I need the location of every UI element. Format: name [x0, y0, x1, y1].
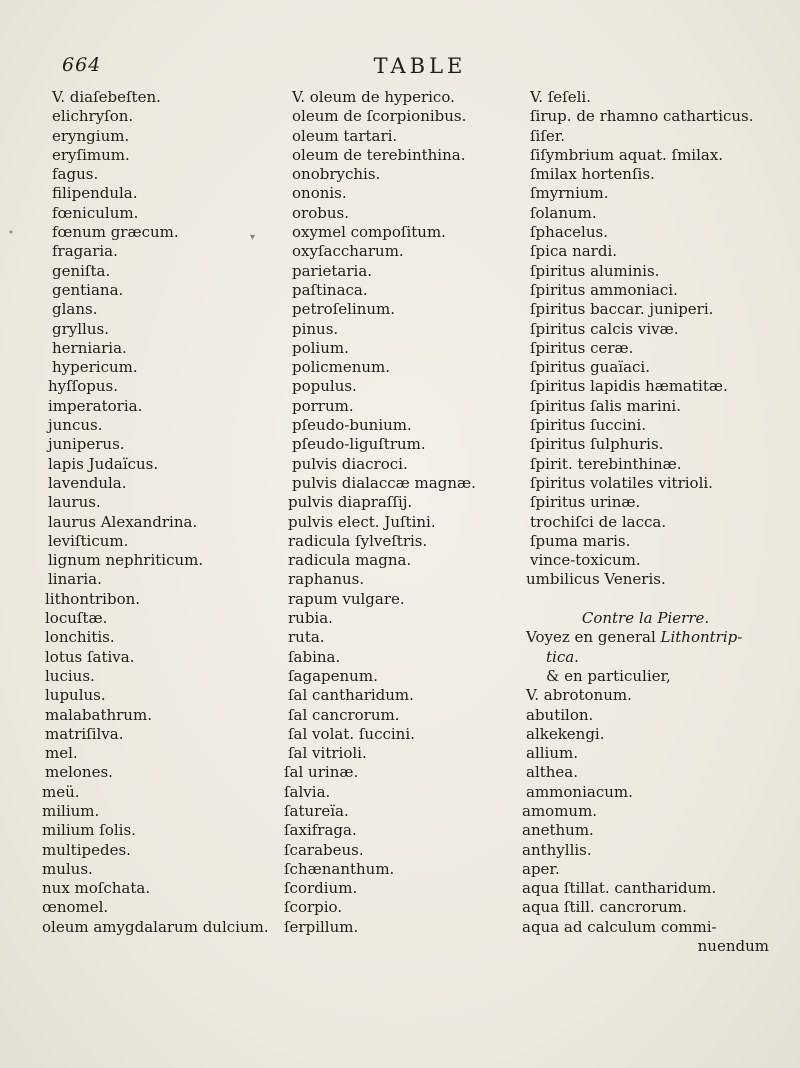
index-entry: aqua ſtill. cancrorum. — [522, 898, 687, 917]
index-entry: ruta. — [288, 628, 325, 647]
index-entry: ſpuma maris. — [530, 531, 631, 550]
index-entry: porrum. — [292, 396, 354, 415]
index-entry: lithontribon. — [45, 589, 141, 608]
index-entry: lupulus. — [45, 686, 106, 705]
index-entry: parietaria. — [292, 261, 373, 280]
index-entry: milium ſolis. — [42, 821, 136, 840]
index-entry: paſtinaca. — [292, 280, 368, 299]
page-number: 664 — [62, 54, 102, 76]
index-entry: fœnum græcum. — [52, 223, 179, 242]
index-entry: ſirup. de rhamno catharticus. — [530, 107, 754, 126]
index-entry: ſal volat. ſuccini. — [288, 724, 415, 743]
index-entry: onobrychis. — [292, 165, 381, 184]
index-entry: ammoniacum. — [526, 782, 633, 801]
index-entry: ſpiritus ſuccini. — [530, 416, 647, 435]
index-entry: hyſſopus. — [48, 377, 118, 396]
index-entry: glans. — [52, 300, 98, 319]
index-entry: anthyllis. — [522, 840, 592, 859]
index-entry: abutilon. — [526, 705, 594, 724]
index-entry: ſpirit. terebinthinæ. — [530, 454, 682, 473]
index-entry: ſerpillum. — [284, 917, 359, 936]
index-entry: laurus. — [48, 493, 101, 512]
index-entry: ſagapenum. — [288, 666, 378, 685]
index-entry: ſphacelus. — [530, 223, 608, 242]
index-entry: anethum. — [522, 821, 594, 840]
index-entry: pulvis elect. Juſtini. — [288, 512, 436, 531]
index-entry: gryllus. — [52, 319, 109, 338]
index-entry: aqua ad calculum commi- — [522, 917, 717, 936]
index-entry: melones. — [45, 763, 113, 782]
index-entry: ſpica nardi. — [530, 242, 618, 261]
index-entry: oleum de ſcorpionibus. — [292, 107, 467, 126]
index-entry: milium. — [42, 801, 100, 820]
margin-dot: • — [8, 228, 14, 239]
index-entry: oleum amygdalarum dulcium. — [42, 917, 269, 936]
index-entry: ſcordium. — [284, 879, 358, 898]
index-entry: populus. — [292, 377, 357, 396]
index-entry: ſpiritus calcis vivæ. — [530, 319, 679, 338]
index-entry: fragaria. — [52, 242, 118, 261]
index-entry: umbilicus Veneris. — [526, 570, 666, 589]
index-entry: policmenum. — [292, 358, 391, 377]
index-entry: amomum. — [522, 801, 598, 820]
index-entry: pulvis diapraſſij. — [288, 493, 413, 512]
index-entry: oleum de terebinthina. — [292, 145, 466, 164]
index-entry: raphanus. — [288, 570, 365, 589]
margin-mark: ▾ — [250, 232, 256, 243]
index-entry: ſal vitrioli. — [288, 744, 367, 763]
index-entry: trochiſci de lacca. — [530, 512, 667, 531]
index-entry: juncus. — [48, 416, 103, 435]
cross-reference-term-cont: tica. — [546, 647, 579, 666]
index-entry: ſchænanthum. — [284, 859, 395, 878]
index-entry: pinus. — [292, 319, 339, 338]
index-column-3 — [522, 88, 795, 956]
index-entry: ſcarabeus. — [284, 840, 364, 859]
index-entry: ſpiritus ſalis marini. — [530, 396, 681, 415]
index-entry: aqua ſtillat. cantharidum. — [522, 879, 717, 898]
index-entry: ſal cancrorum. — [288, 705, 400, 724]
cross-reference-particular: & en particulier, — [546, 666, 671, 685]
index-entry: althea. — [526, 763, 579, 782]
index-entry: filipendula. — [52, 184, 138, 203]
index-entry: ſpiritus ſulphuris. — [530, 435, 664, 454]
index-entry: lignum nephriticum. — [48, 551, 204, 570]
index-entry: pſeudo-liguſtrum. — [292, 435, 426, 454]
index-entry: ſpiritus baccar. juniperi. — [530, 300, 714, 319]
index-entry: ſpiritus urinæ. — [530, 493, 641, 512]
index-entry: leviſticum. — [48, 531, 129, 550]
catchword: nuendum — [697, 937, 769, 956]
index-entry: petroſelinum. — [292, 300, 396, 319]
index-entry: matriſilva. — [45, 724, 124, 743]
index-entry: herniaria. — [52, 338, 127, 357]
index-column-2 — [284, 88, 524, 937]
index-entry: fœniculum. — [52, 203, 139, 222]
index-entry: juniperus. — [48, 435, 125, 454]
index-entry: laurus Alexandrina. — [48, 512, 198, 531]
section-gap — [526, 590, 795, 609]
index-entry: radicula ſylveſtris. — [288, 531, 428, 550]
index-entry: lucius. — [45, 666, 95, 685]
index-entry: V. oleum de hyperico. — [292, 88, 455, 106]
index-entry: ſiſymbrium aquat. ſmilax. — [530, 145, 724, 164]
index-entry: ſcorpio. — [284, 898, 343, 917]
index-entry: V. abrotonum. — [526, 686, 632, 705]
index-entry: geniſta. — [52, 261, 111, 280]
index-entry: locuſtæ. — [45, 609, 108, 628]
index-entry: ſiſer. — [530, 126, 566, 145]
index-entry: lapis Judaïcus. — [48, 454, 159, 473]
index-entry: oxyſaccharum. — [292, 242, 404, 261]
index-entry: ſpiritus guaïaci. — [530, 358, 650, 377]
index-entry: rapum vulgare. — [288, 589, 405, 608]
index-entry: V. diaſebeſten. — [52, 88, 161, 106]
index-entry: fagus. — [52, 165, 99, 184]
index-entry: ſmilax hortenſis. — [530, 165, 655, 184]
index-entry: ſpiritus ceræ. — [530, 338, 634, 357]
index-entry: oleum tartari. — [292, 126, 398, 145]
index-entry: lonchitis. — [45, 628, 115, 647]
index-entry: ſal cantharidum. — [288, 686, 414, 705]
index-entry: eryſimum. — [52, 145, 130, 164]
index-entry: ſalvia. — [284, 782, 331, 801]
index-entry: pulvis diacroci. — [292, 454, 408, 473]
index-entry: polium. — [292, 338, 349, 357]
index-entry: radicula magna. — [288, 551, 412, 570]
index-entry: oxymel compoſitum. — [292, 223, 446, 242]
index-entry: V. ſeſeli. — [530, 88, 591, 106]
index-entry: allium. — [526, 744, 578, 763]
index-entry: elichryſon. — [52, 107, 134, 126]
index-entry: mulus. — [42, 859, 93, 878]
index-entry: ſpiritus volatiles vitrioli. — [530, 473, 713, 492]
cross-reference-term: Lithontrip- — [660, 628, 743, 647]
index-entry: gentiana. — [52, 280, 124, 299]
index-entry: ſabina. — [288, 647, 341, 666]
index-entry: ſal urinæ. — [284, 763, 359, 782]
index-entry: ſmyrnium. — [530, 184, 609, 203]
index-entry: lavendula. — [48, 473, 127, 492]
cross-reference-text: Voyez en general — [526, 628, 661, 647]
index-entry: pſeudo-bunium. — [292, 416, 412, 435]
index-entry: ſatureïa. — [284, 801, 349, 820]
index-entry: ononis. — [292, 184, 347, 203]
index-entry: ſaxifraga. — [284, 821, 357, 840]
running-head: TABLE — [373, 54, 467, 78]
index-entry: lotus ſativa. — [45, 647, 135, 666]
index-entry: ſpiritus aluminis. — [530, 261, 660, 280]
index-entry: orobus. — [292, 203, 349, 222]
index-entry: aper. — [522, 859, 560, 878]
index-entry: meü. — [42, 782, 80, 801]
index-column-1 — [42, 88, 284, 937]
section-heading: Contre la Pierre. — [581, 609, 710, 628]
index-entry: ſolanum. — [530, 203, 597, 222]
cross-reference — [526, 628, 795, 647]
index-entry: linaria. — [48, 570, 102, 589]
index-entry: hypericum. — [52, 358, 138, 377]
index-entry: multipedes. — [42, 840, 131, 859]
index-entry: œnomel. — [42, 898, 109, 917]
index-entry: mel. — [45, 744, 78, 763]
index-entry: vince-toxicum. — [530, 551, 641, 570]
index-entry: rubia. — [288, 609, 333, 628]
index-entry: malabathrum. — [45, 705, 152, 724]
index-entry: ſpiritus ammoniaci. — [530, 280, 678, 299]
index-entry: nux moſchata. — [42, 879, 151, 898]
index-entry: ſpiritus lapidis hæmatitæ. — [530, 377, 728, 396]
index-entry: imperatoria. — [48, 396, 143, 415]
index-entry: alkekengi. — [526, 724, 605, 743]
index-entry: pulvis dialaccæ magnæ. — [292, 473, 476, 492]
index-entry: eryngium. — [52, 126, 130, 145]
